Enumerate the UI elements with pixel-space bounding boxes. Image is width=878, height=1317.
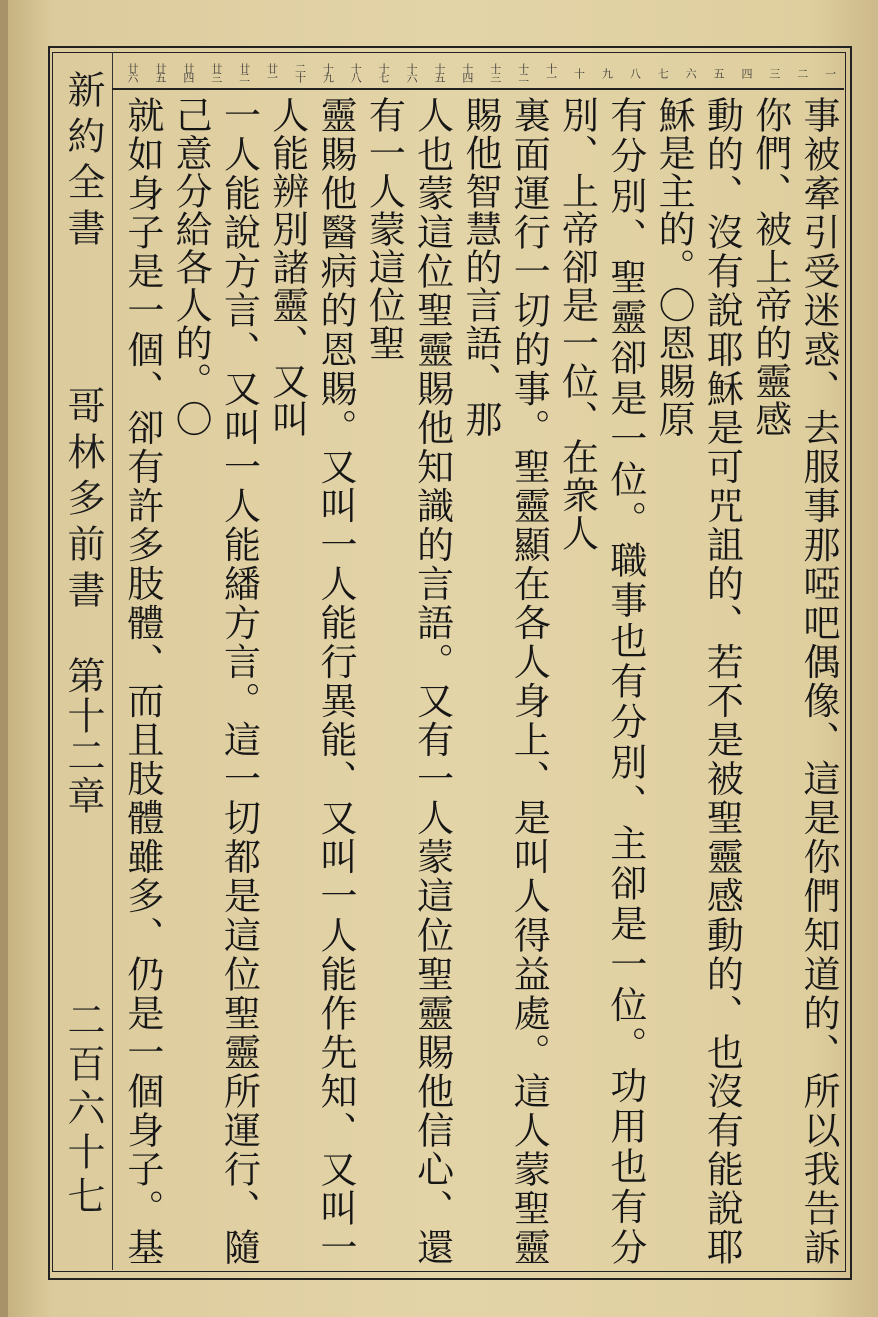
verse-ruler-number: 十五 <box>432 63 446 81</box>
text-column: 人也蒙這位聖靈賜他知識的言語。又有一人蒙這位聖靈賜他信心、還有一人蒙這位聖 <box>362 96 454 1266</box>
verse-ruler-number: 廿六 <box>126 63 139 81</box>
verse-ruler-number: 廿二 <box>237 63 251 81</box>
running-head-separator <box>112 52 113 1270</box>
text-column: 事被牽引受迷惑、去服事那啞吧偶像、這是你們知道的、所以我告訴你們、被上帝的靈感 <box>748 96 840 1266</box>
verse-ruler-number: 十七 <box>377 63 391 81</box>
verse-ruler-number: 二十 <box>293 63 307 81</box>
scripture-text <box>118 96 842 1266</box>
text-column: 有分別、聖靈卻是一位。職事也有分別、主卻是一位。功用也有分別、上帝卻是一位、在衆人 <box>555 96 647 1266</box>
running-head-section: 哥林多前書 <box>61 386 105 616</box>
verse-ruler-number: 十九 <box>321 63 335 81</box>
running-head-book: 新約全書 <box>61 70 105 254</box>
running-head <box>60 70 106 1260</box>
verse-ruler-number: 二 <box>795 67 809 77</box>
verse-ruler-number: 五 <box>712 67 726 77</box>
verse-ruler-number: 廿四 <box>181 63 195 81</box>
verse-ruler-rule <box>112 88 844 90</box>
verse-ruler-number: 十六 <box>405 63 419 81</box>
verse-number-ruler <box>118 58 844 86</box>
verse-ruler-number: 十三 <box>488 63 502 81</box>
verse-ruler-number: 十二 <box>516 63 530 81</box>
page-number: 二百六十七 <box>61 1000 105 1220</box>
page-edge <box>0 0 8 1317</box>
verse-ruler-number: 一 <box>823 67 837 77</box>
verse-ruler-number: 廿三 <box>209 63 223 81</box>
verse-ruler-number: 十 <box>572 67 586 77</box>
text-column: 一人能說方言、又叫一人能繙方言。這一切都是這位聖靈所運行、隨己意分給各人的。〇 <box>169 96 261 1266</box>
verse-ruler-number: 八 <box>628 67 642 77</box>
verse-ruler-number: 廿一 <box>265 63 279 81</box>
text-column: 動的、沒有說耶穌是可咒詛的、若不是被聖靈感動的、也沒有能說耶穌是主的。〇恩賜原 <box>652 96 744 1266</box>
verse-ruler-number: 十一 <box>544 63 558 81</box>
text-column: 靈賜他醫病的恩賜。又叫一人能行異能、又叫一人能作先知、又叫一人能辨別諸靈、又叫 <box>265 96 358 1266</box>
verse-ruler-number: 十四 <box>460 63 474 81</box>
text-column: 裏面運行一切的事。聖靈顯在各人身上、是叫人得益處。這人蒙聖靈賜他智慧的言語、那 <box>458 96 551 1266</box>
running-head-chapter: 第十二章 <box>61 656 105 816</box>
verse-ruler-number: 六 <box>684 67 698 77</box>
verse-ruler-number: 廿五 <box>153 63 167 81</box>
verse-ruler-number: 四 <box>739 67 753 77</box>
text-column: 就如身子是一個、卻有許多肢體、而且肢體雖多、仍是一個身子。基 <box>120 96 164 1266</box>
verse-ruler-number: 三 <box>767 67 781 77</box>
verse-ruler-number: 十八 <box>349 63 363 81</box>
verse-ruler-number: 七 <box>656 67 670 77</box>
verse-ruler-number: 九 <box>600 67 614 77</box>
